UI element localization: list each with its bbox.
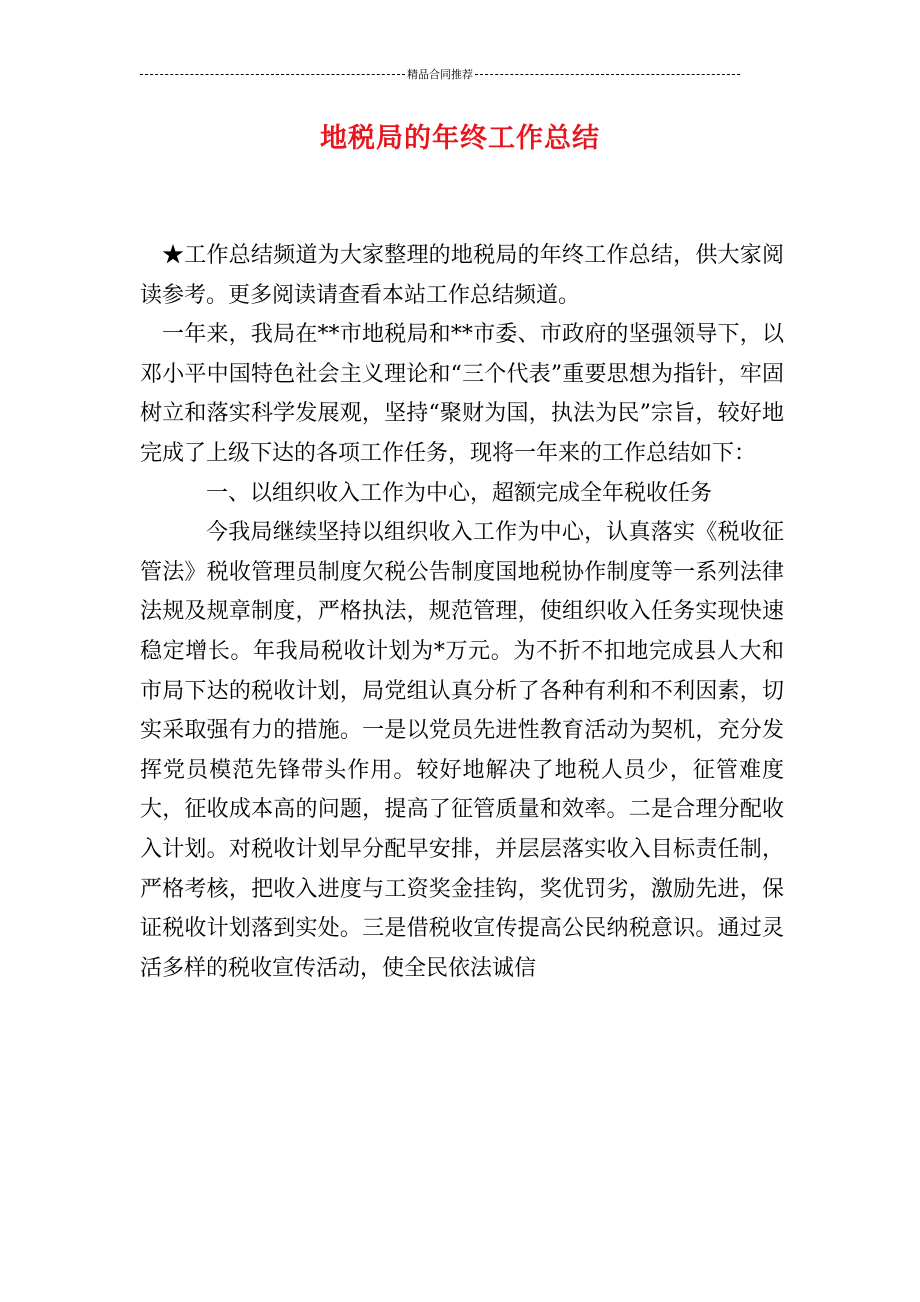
document-title: 地税局的年终工作总结 [320,123,600,154]
paragraph-body: 今我局继续坚持以组织收入工作为中心，认真落实《税收征管法》税收管理员制度欠税公告制度国地税协作制度等一系列法律法规及规章制度，严格执法，规范管理，使组织收入任务实现快速稳定增长。年我局税收计划为*万元。为不折不扣地完成县人大和市局下达的税收计划，局党组认真分析了各种有利和不利因素，切实采取强有力的措施。一是以党员先进性教育活动为契机，充分发挥党员模范先锋带头作用。较好地解决了地税人员少，征管难度大，征收成本高的问题，提高了征管质量和效率。二是合理分配收入计划。对税收计划早分配早安排，并层层落实收入目标责任制，严格考核，把收入进度与工资奖金挂钩，奖优罚劣，激励先进，保证税收计划落到实处。三是借税收宣传提高公民纳税意识。通过灵活多样的税收宣传活动，使全民依法诚信 [140,520,784,981]
header-dash-left [140,74,405,75]
document-body [140,236,784,988]
paragraph-intro: ★工作总结频道为大家整理的地税局的年终工作总结，供大家阅读参考。更多阅读请查看本站工作总结频道。 [140,243,784,308]
paragraph-year-summary: 一年来，我局在**市地税局和**市委、市政府的坚强领导下，以邓小平中国特色社会主义理论和“三个代表”重要思想为指针，牢固树立和落实科学发展观，坚持“聚财为国，执法为民”宗旨，较好地完成了上级下达的各项工作任务，现将一年来的工作总结如下： [140,322,784,466]
header-dash-right [475,74,740,75]
header-label: 精品合同推荐 [407,68,473,81]
section-heading: 一、以组织收入工作为中心，超额完成全年税收任务 [206,480,713,506]
page-header [140,64,740,84]
